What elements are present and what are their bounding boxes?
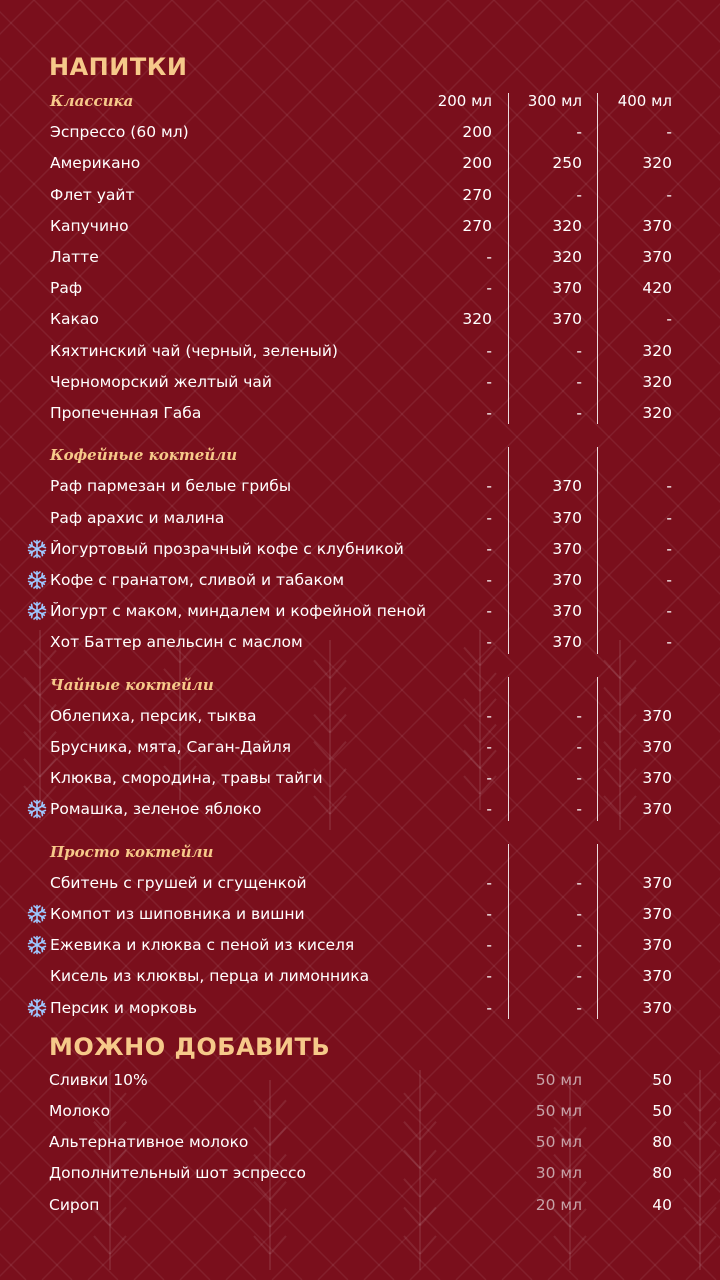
price-cell: - [576, 404, 582, 422]
price-cell: - [576, 706, 582, 725]
price-cell: - [486, 905, 492, 923]
price-cell: - [576, 873, 582, 892]
price-cell: 370 [552, 279, 582, 298]
snowflake-icon [27, 570, 47, 590]
section-title: Чайные коктейли [50, 675, 214, 694]
menu-item-row [0, 474, 720, 498]
item-name: Йогурт с маком, миндалем и кофейной пеной [50, 602, 427, 621]
menu-item-row [0, 537, 720, 561]
menu-item-row [0, 996, 720, 1020]
menu-item-row [0, 276, 720, 300]
price-cell: - [486, 341, 492, 360]
price-cell: 370 [552, 571, 582, 589]
item-name: Раф пармезан и белые грибы [50, 477, 292, 496]
price-cell: - [486, 477, 492, 496]
menu-item-row [0, 630, 720, 654]
price-cell: 370 [642, 248, 672, 266]
snowflake-icon [27, 601, 47, 621]
item-name: Персик и морковь [50, 998, 198, 1017]
item-name: Сбитень с грушей и сгущенкой [50, 873, 307, 892]
price-cell: 370 [642, 936, 672, 955]
column-divider [597, 677, 598, 821]
item-name: Эспрессо (60 мл) [50, 123, 189, 142]
price-cell: - [486, 372, 492, 391]
item-name: Ромашка, зеленое яблоко [50, 800, 262, 819]
item-name: Пропеченная Габа [50, 404, 202, 422]
menu-item-row [0, 401, 720, 425]
menu-item-row [0, 339, 720, 363]
column-divider [597, 93, 598, 424]
price-cell: 370 [642, 873, 672, 892]
item-name: Раф [50, 279, 83, 298]
price-cell: 370 [552, 477, 582, 496]
menu-item-row [0, 599, 720, 623]
item-name: Американо [50, 154, 141, 173]
menu-item-row [0, 120, 720, 144]
price-cell: - [486, 800, 492, 819]
price-cell: 270 [462, 216, 492, 235]
menu-item-row [0, 964, 720, 988]
item-name: Капучино [50, 216, 129, 235]
menu-item-row [0, 245, 720, 269]
drinks-title: НАПИТКИ [49, 53, 188, 81]
price-cell: 320 [552, 216, 582, 235]
addon-name: Альтернативное молоко [49, 1133, 249, 1152]
price-cell: 200 [462, 154, 492, 173]
price-cell: 370 [552, 602, 582, 621]
price-cell: 370 [642, 967, 672, 986]
price-cell: 370 [552, 310, 582, 329]
addon-row [0, 1099, 720, 1123]
menu-item-row [0, 704, 720, 728]
snowflake-icon [27, 998, 47, 1018]
price-cell: - [576, 936, 582, 955]
price-cell: - [576, 123, 582, 142]
price-cell: - [576, 769, 582, 788]
section-title: Кофейные коктейли [50, 446, 238, 465]
price-cell: 250 [552, 154, 582, 173]
menu-item-row [0, 214, 720, 238]
price-cell: - [666, 185, 672, 204]
price-cell: - [486, 769, 492, 788]
addon-price: 40 [652, 1195, 672, 1214]
item-name: Латте [50, 248, 99, 266]
menu-item-row [0, 370, 720, 394]
price-cell: - [576, 341, 582, 360]
menu-item-row [0, 797, 720, 821]
price-cell: 370 [552, 633, 582, 652]
addon-row [0, 1068, 720, 1092]
menu-item-row [0, 506, 720, 530]
item-name: Кофе с гранатом, сливой и табаком [50, 571, 345, 589]
addon-price: 80 [652, 1164, 672, 1183]
item-name: Клюква, смородина, травы тайги [50, 769, 323, 788]
price-cell: - [576, 185, 582, 204]
price-cell: - [666, 477, 672, 496]
price-cell: - [576, 967, 582, 986]
volume-header: 400 мл [617, 92, 672, 110]
price-cell: - [666, 508, 672, 527]
menu-item-row [0, 568, 720, 592]
price-cell: - [666, 123, 672, 142]
price-cell: - [486, 248, 492, 266]
price-cell: 420 [642, 279, 672, 298]
addon-row [0, 1161, 720, 1185]
addon-name: Дополнительный шот эспрессо [49, 1164, 306, 1183]
item-name: Облепиха, персик, тыква [50, 706, 257, 725]
volume-header: 300 мл [527, 92, 582, 110]
price-cell: - [486, 602, 492, 621]
price-cell: - [486, 706, 492, 725]
addon-price: 50 [652, 1070, 672, 1089]
price-cell: - [666, 602, 672, 621]
menu-item-row [0, 933, 720, 957]
menu-item-row [0, 307, 720, 331]
addon-name: Сироп [49, 1195, 100, 1214]
addon-row [0, 1130, 720, 1154]
price-cell: - [666, 539, 672, 558]
price-cell: - [486, 738, 492, 756]
price-cell: 370 [642, 905, 672, 923]
price-cell: 320 [642, 372, 672, 391]
item-name: Флет уайт [50, 185, 135, 204]
item-name: Ежевика и клюква с пеной из киселя [50, 936, 355, 955]
section-title: Классика [50, 92, 134, 110]
item-name: Черноморский желтый чай [50, 372, 272, 391]
item-name: Йогуртовый прозрачный кофе с клубникой [50, 539, 404, 558]
price-cell: 370 [642, 998, 672, 1017]
price-cell: - [576, 905, 582, 923]
price-cell: 320 [642, 404, 672, 422]
price-cell: 320 [462, 310, 492, 329]
addon-volume: 20 мл [535, 1195, 582, 1214]
snowflake-icon [27, 904, 47, 924]
addon-volume: 50 мл [535, 1070, 582, 1089]
price-cell: - [576, 998, 582, 1017]
addon-row [0, 1193, 720, 1217]
price-cell: - [486, 936, 492, 955]
price-cell: 320 [552, 248, 582, 266]
price-cell: 370 [642, 800, 672, 819]
item-name: Брусника, мята, Саган-Дайля [50, 738, 292, 756]
price-cell: - [666, 633, 672, 652]
price-cell: - [486, 404, 492, 422]
column-divider [597, 447, 598, 653]
item-name: Раф арахис и малина [50, 508, 225, 527]
price-cell: - [486, 279, 492, 298]
price-cell: 370 [552, 539, 582, 558]
addon-price: 50 [652, 1102, 672, 1120]
menu-item-row [0, 151, 720, 175]
price-cell: 370 [552, 508, 582, 527]
addons-title: МОЖНО ДОБАВИТЬ [49, 1032, 331, 1061]
price-cell: 370 [642, 769, 672, 788]
addon-volume: 30 мл [535, 1164, 582, 1183]
snowflake-icon [27, 799, 47, 819]
price-cell: 320 [642, 341, 672, 360]
addon-volume: 50 мл [535, 1102, 582, 1120]
snowflake-icon [27, 539, 47, 559]
column-divider [508, 93, 509, 424]
price-cell: - [486, 508, 492, 527]
price-cell: - [666, 571, 672, 589]
menu-item-row [0, 183, 720, 207]
price-cell: - [666, 310, 672, 329]
addon-name: Молоко [49, 1102, 111, 1120]
item-name: Компот из шиповника и вишни [50, 905, 305, 923]
column-divider [508, 447, 509, 653]
addon-volume: 50 мл [535, 1133, 582, 1152]
item-name: Кяхтинский чай (черный, зеленый) [50, 341, 338, 360]
menu-item-row [0, 871, 720, 895]
price-cell: 270 [462, 185, 492, 204]
price-cell: - [576, 800, 582, 819]
price-cell: - [576, 372, 582, 391]
price-cell: - [486, 571, 492, 589]
price-cell: - [486, 998, 492, 1017]
price-cell: 200 [462, 123, 492, 142]
column-divider [597, 844, 598, 1019]
snowflake-icon [27, 935, 47, 955]
menu-item-row [0, 735, 720, 759]
menu-item-row [0, 902, 720, 926]
price-cell: - [486, 873, 492, 892]
price-cell: - [576, 738, 582, 756]
price-cell: 370 [642, 738, 672, 756]
volume-header: 200 мл [437, 92, 492, 110]
section-title: Просто коктейли [50, 842, 214, 861]
item-name: Хот Баттер апельсин с маслом [50, 633, 303, 652]
column-divider [508, 844, 509, 1019]
price-cell: - [486, 967, 492, 986]
column-divider [508, 677, 509, 821]
addon-price: 80 [652, 1133, 672, 1152]
price-cell: 370 [642, 706, 672, 725]
item-name: Какао [50, 310, 99, 329]
price-cell: 320 [642, 154, 672, 173]
price-cell: - [486, 633, 492, 652]
menu-item-row [0, 766, 720, 790]
price-cell: - [486, 539, 492, 558]
item-name: Кисель из клюквы, перца и лимонника [50, 967, 370, 986]
price-cell: 370 [642, 216, 672, 235]
addon-name: Сливки 10% [49, 1070, 148, 1089]
